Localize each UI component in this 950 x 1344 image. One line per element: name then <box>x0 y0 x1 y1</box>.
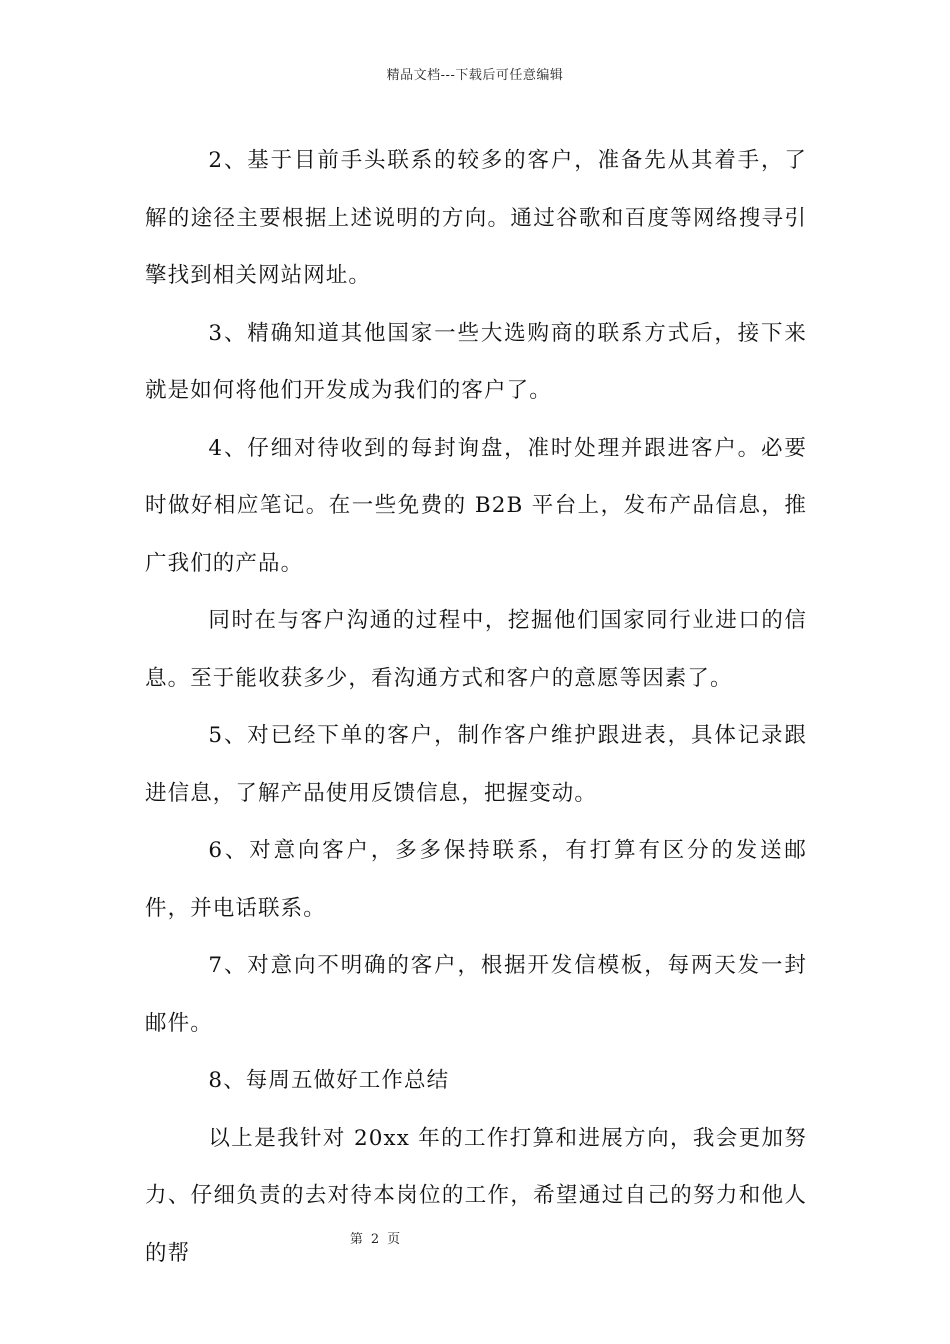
paragraph-item-6: 6、对意向客户，多多保持联系，有打算有区分的发送邮件，并电话联系。 <box>145 838 807 921</box>
paragraph-summary: 以上是我针对 20xx 年的工作打算和进展方向，我会更加努力、仔细负责的去对待本岗位的工作，希望通过自己的努力和他人的帮 <box>145 1125 807 1266</box>
paragraph-communication: 同时在与客户沟通的过程中，挖掘他们国家同行业进口的信息。至于能收获多少，看沟通方式和客户的意愿等因素了。 <box>145 608 807 691</box>
page-label-prefix: 第 <box>349 1232 363 1247</box>
paragraph-item-8: 8、每周五做好工作总结 <box>208 1068 450 1093</box>
page-label-suffix: 页 <box>387 1232 401 1247</box>
page-header: 精品文档---下载后可任意编辑 <box>386 68 564 83</box>
page-number: 2 <box>370 1232 380 1247</box>
page-footer <box>0 1228 750 1247</box>
paragraph-item-3: 3、精确知道其他国家一些大选购商的联系方式后，接下来就是如何将他们开发成为我们的客户了。 <box>145 320 807 403</box>
paragraph-item-5: 5、对已经下单的客户，制作客户维护跟进表，具体记录跟进信息，了解产品使用反馈信息，把握变动。 <box>145 723 807 806</box>
document-body <box>145 132 807 1282</box>
paragraph-item-2: 2、基于目前手头联系的较多的客户，准备先从其着手，了解的途径主要根据上述说明的方向。通过谷歌和百度等网络搜寻引擎找到相关网站网址。 <box>145 148 807 288</box>
paragraph-item-7: 7、对意向不明确的客户，根据开发信模板，每两天发一封邮件。 <box>145 953 807 1036</box>
paragraph-item-4: 4、仔细对待收到的每封询盘，准时处理并跟进客户。必要时做好相应笔记。在一些免费的 B2B 平台上，发布产品信息，推广我们的产品。 <box>145 435 807 576</box>
